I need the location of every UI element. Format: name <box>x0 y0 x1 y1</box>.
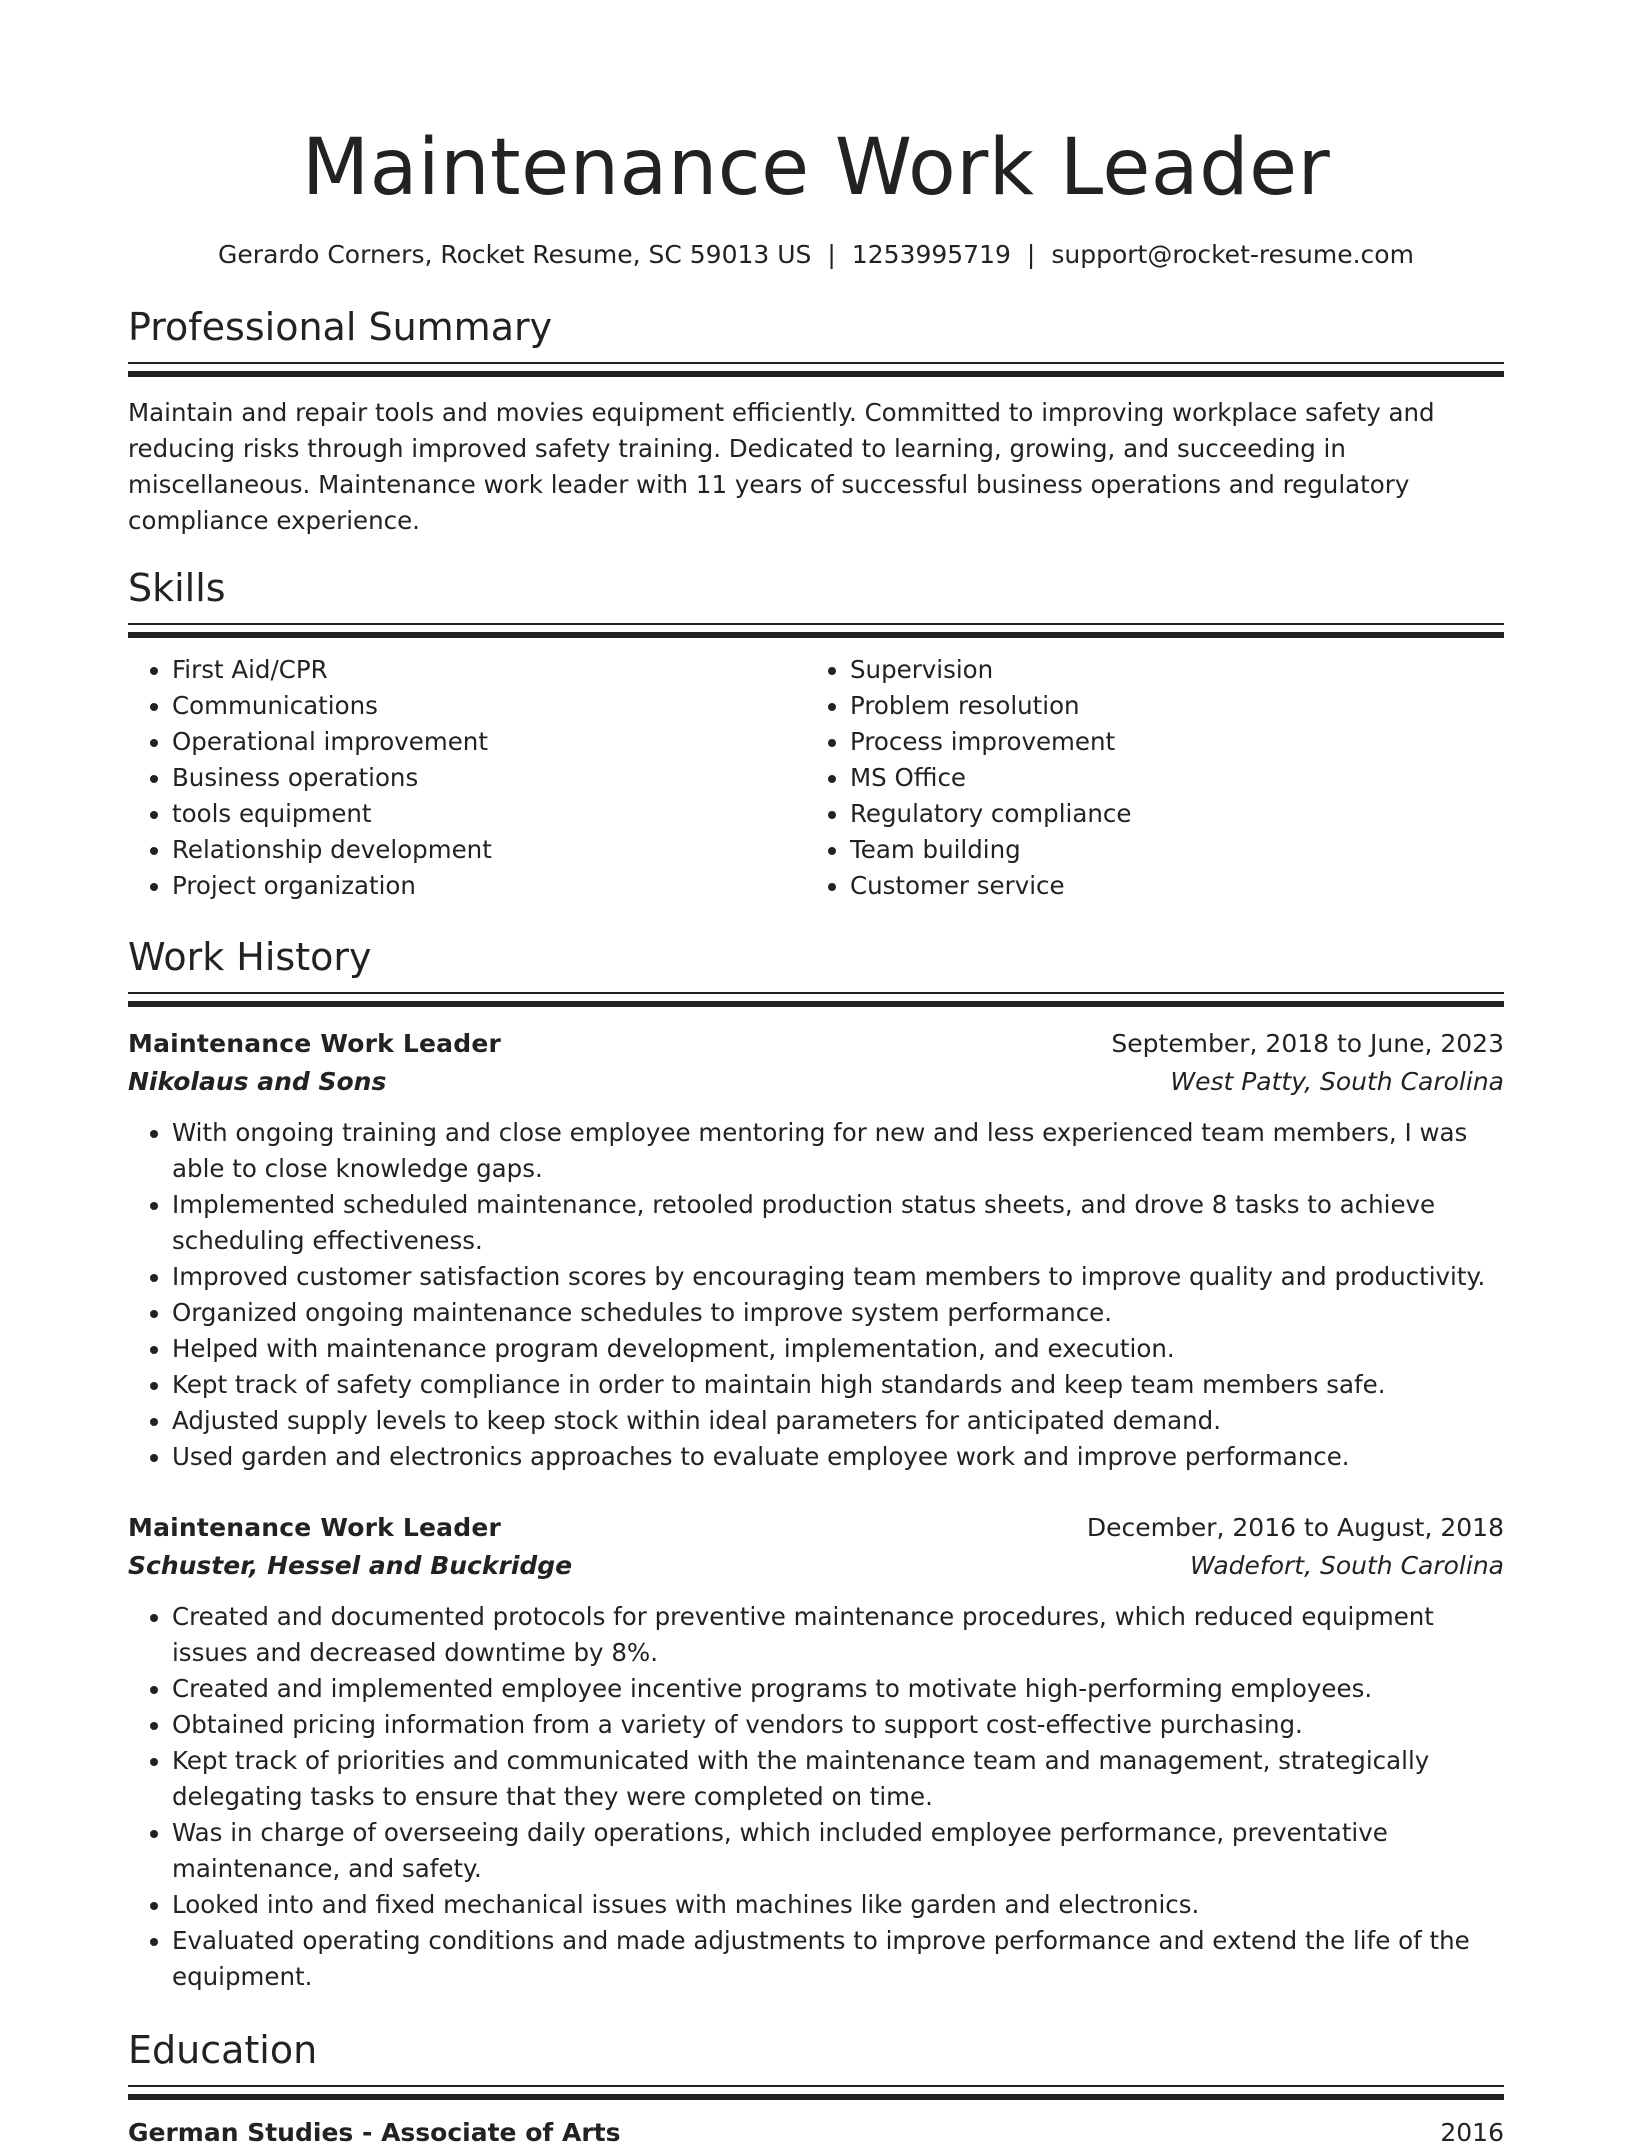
job-entry <box>128 1509 1504 1995</box>
skill-item: • tools equipment <box>172 796 806 832</box>
contact-phone: 1253995719 <box>851 240 1011 269</box>
job-title: Maintenance Work Leader <box>128 1029 502 1058</box>
resume-content <box>128 116 1504 2152</box>
job-bullets <box>128 1599 1504 1995</box>
section-divider <box>128 992 1504 1007</box>
skills-list <box>128 652 1504 904</box>
job-bullet: • Was in charge of overseeing daily operations, which included employee performance, preventative maintenance, and safety. <box>172 1815 1504 1887</box>
skill-item: • Project organization <box>172 868 806 904</box>
contact-address: Gerardo Corners, Rocket Resume, SC 59013 US <box>218 240 812 269</box>
job-bullet: • Evaluated operating conditions and made adjustments to improve performance and extend the life of the equipment. <box>172 1923 1504 1995</box>
skill-item: • Customer service <box>850 868 1484 904</box>
skill-item: • Team building <box>850 832 1484 868</box>
section-heading-education: Education <box>128 2028 318 2072</box>
skills-column-left <box>128 652 806 904</box>
job-bullet: • With ongoing training and close employee mentoring for new and less experienced team members, I was able to close knowledge gaps. <box>172 1115 1504 1187</box>
job-dates: September, 2018 to June, 2023 <box>1111 1029 1504 1058</box>
job-bullet: • Kept track of safety compliance in order to maintain high standards and keep team members safe. <box>172 1367 1504 1403</box>
education-degree: German Studies - Associate of Arts <box>128 2118 621 2147</box>
job-bullet: • Created and implemented employee incentive programs to motivate high-performing employees. <box>172 1671 1504 1707</box>
job-title: Maintenance Work Leader <box>128 1513 502 1542</box>
job-company: Nikolaus and Sons <box>128 1067 387 1096</box>
skill-item: • Operational improvement <box>172 724 806 760</box>
job-bullet: • Kept track of priorities and communicated with the maintenance team and management, strategically delegating tasks to ensure that they were completed on time. <box>172 1743 1504 1815</box>
skill-item: • Communications <box>172 688 806 724</box>
contact-separator: | <box>1026 240 1036 269</box>
job-header <box>128 1025 1504 1063</box>
education-entry <box>128 2114 1504 2152</box>
job-dates: December, 2016 to August, 2018 <box>1086 1513 1504 1542</box>
skill-item: • First Aid/CPR <box>172 652 806 688</box>
job-bullet: • Implemented scheduled maintenance, retooled production status sheets, and drove 8 tasks to achieve scheduling effectiveness. <box>172 1187 1504 1259</box>
skill-item: • Regulatory compliance <box>850 796 1484 832</box>
section-heading-work-history: Work History <box>128 935 372 979</box>
section-divider <box>128 362 1504 377</box>
job-bullet: • Organized ongoing maintenance schedules to improve system performance. <box>172 1295 1504 1331</box>
job-bullet: • Adjusted supply levels to keep stock within ideal parameters for anticipated demand. <box>172 1403 1504 1439</box>
contact-email: support@rocket-resume.com <box>1051 240 1414 269</box>
section-heading-summary: Professional Summary <box>128 305 553 349</box>
skill-item: • Supervision <box>850 652 1484 688</box>
job-bullet: • Obtained pricing information from a variety of vendors to support cost-effective purchasing. <box>172 1707 1504 1743</box>
job-header <box>128 1509 1504 1547</box>
section-divider <box>128 2085 1504 2100</box>
job-subheader <box>128 1063 1504 1101</box>
section-divider <box>128 623 1504 638</box>
job-bullet: • Helped with maintenance program development, implementation, and execution. <box>172 1331 1504 1367</box>
contact-line <box>128 238 1504 272</box>
section-heading-skills: Skills <box>128 566 226 610</box>
skill-item: • Relationship development <box>172 832 806 868</box>
skill-item: • MS Office <box>850 760 1484 796</box>
job-subheader <box>128 1547 1504 1585</box>
summary-text: Maintain and repair tools and movies equipment efficiently. Committed to improving workplace safety and reducing risks through improved safety training. Dedicated to learning, growing, and succeeding in miscellaneous. Maintenance work leader with 11 years of successful business operations and regulatory compliance experience. <box>128 398 1435 535</box>
skills-column-right <box>806 652 1484 904</box>
skill-item: • Process improvement <box>850 724 1484 760</box>
resume-title: Maintenance Work Leader <box>301 123 1331 213</box>
job-bullet: • Improved customer satisfaction scores by encouraging team members to improve quality and productivity. <box>172 1259 1504 1295</box>
education-year: 2016 <box>1440 2118 1504 2147</box>
job-location: Wadefort, South Carolina <box>1189 1551 1504 1580</box>
job-bullets <box>128 1115 1504 1475</box>
job-bullet: • Created and documented protocols for preventive maintenance procedures, which reduced equipment issues and decreased downtime by 8%. <box>172 1599 1504 1671</box>
job-location: West Patty, South Carolina <box>1170 1067 1504 1096</box>
skill-item: • Problem resolution <box>850 688 1484 724</box>
contact-separator: | <box>827 240 836 269</box>
job-bullet: • Looked into and fixed mechanical issues with machines like garden and electronics. <box>172 1887 1504 1923</box>
job-entry <box>128 1025 1504 1475</box>
skill-item: • Business operations <box>172 760 806 796</box>
job-company: Schuster, Hessel and Buckridge <box>128 1551 573 1580</box>
job-bullet: • Used garden and electronics approaches to evaluate employee work and improve performance. <box>172 1439 1504 1475</box>
